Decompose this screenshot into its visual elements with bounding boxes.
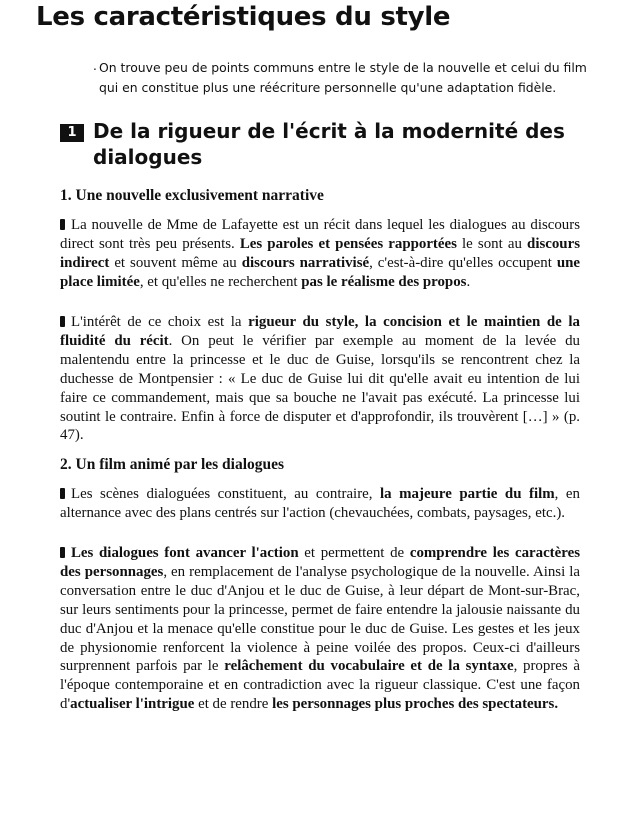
paragraph — [60, 544, 580, 714]
section-title: De la rigueur de l'écrit à la modernité des dialogues — [93, 119, 565, 169]
emphasis-text: les personnages plus proches des spectateurs. — [272, 696, 559, 713]
body-text: L'intérêt de ce choix est la — [71, 314, 249, 330]
body-text: La nouvelle de Mme de Lafayette est un récit dans lequel les dialogues au discours direct sont très peu présents. — [60, 217, 580, 252]
body-text: et de rendre — [194, 696, 273, 713]
body-text: et souvent même au — [109, 254, 242, 271]
emphasis-text: discours narrativisé — [241, 254, 370, 271]
body-text: , en alternance avec des plans centrés sur l'action (chevauchées, combats, paysages, etc.). — [60, 486, 580, 521]
paragraph — [60, 485, 580, 523]
body-text: , et qu'elles ne recherchent — [139, 273, 302, 290]
body-text: Les scènes dialoguées constituent, au contraire, — [71, 486, 381, 502]
paragraph-bullet — [60, 316, 65, 327]
subsection-heading-2: 2. Un film animé par les dialogues — [60, 456, 285, 473]
emphasis-text: Les paroles et pensées rapportées — [239, 235, 457, 252]
body-text: . On peut le vérifier par exemple au moment de la levée du malentendu entre la princesse et le duc de Guise, lorsqu'ils se rencontrent chez la duchesse de Montpensier : « Le duc de Guise lui dit qu'elle avait eu intention de lui faire ce commandement, mais que sa bouche ne l'avait pas exécuté. La princesse lui soutint le contraire. Enfin à force de disputer et d'approfondir, ils trouvèrent […] » (p. 47). — [60, 332, 581, 444]
emphasis-text: actualiser l'intrigue — [70, 696, 195, 713]
body-text: , c'est-à-dire qu'elles occupent — [369, 254, 557, 271]
emphasis-text: relâchement du vocabulaire et de la syntaxe — [224, 658, 514, 675]
subsection-heading-1: 1. Une nouvelle exclusivement narrative — [60, 187, 324, 204]
body-text: et permettent de — [298, 545, 410, 561]
emphasis-text: discours indirect — [60, 235, 580, 271]
intro-text: . On trouve peu de points communs entre le style de la nouvelle et celui du film qui en constitue plus une réécriture personnelle qu'une adaptation fidèle. — [99, 58, 589, 98]
paragraph-bullet — [60, 547, 65, 558]
paragraph — [60, 313, 580, 445]
emphasis-text: rigueur du style, la concision et le maintien de la fluidité du récit — [60, 314, 580, 349]
emphasis-text: pas le réalisme des propos — [301, 273, 467, 290]
emphasis-text: comprendre les caractères des personnages — [60, 545, 580, 580]
paragraph-bullet — [60, 488, 65, 499]
paragraph-bullet — [60, 219, 65, 230]
emphasis-text: Les dialogues font avancer l'action — [71, 545, 299, 561]
emphasis-text: une place limitée — [60, 254, 581, 290]
emphasis-text: la majeure partie du film — [380, 486, 555, 502]
body-text: , en remplacement de l'analyse psychologique de la nouvelle. Ainsi la conversation entre le duc d'Anjou et le duc de Guise, à leur départ de Mont-sur-Brac, sur leurs sentiments pour la princesse, permet de faire entendre la jalousie naissante du duc d'Anjou et la menace qu'elle constitue pour le duc de Guise. Les gestes et les jeux de physionomie renforcent la violence à peine voilée des propos. Ceux-ci d'ailleurs surprennent parfois par le — [60, 563, 580, 675]
page-title: Les caractéristiques du style — [36, 2, 451, 32]
body-text: , propres à l'époque contemporaine et en contradiction avec la rigueur classique. C'est une façon d' — [60, 658, 581, 713]
paragraph — [60, 216, 580, 292]
body-text: . — [466, 273, 471, 290]
section-number-badge: 1 — [60, 124, 84, 142]
body-text: le sont au — [456, 235, 528, 252]
